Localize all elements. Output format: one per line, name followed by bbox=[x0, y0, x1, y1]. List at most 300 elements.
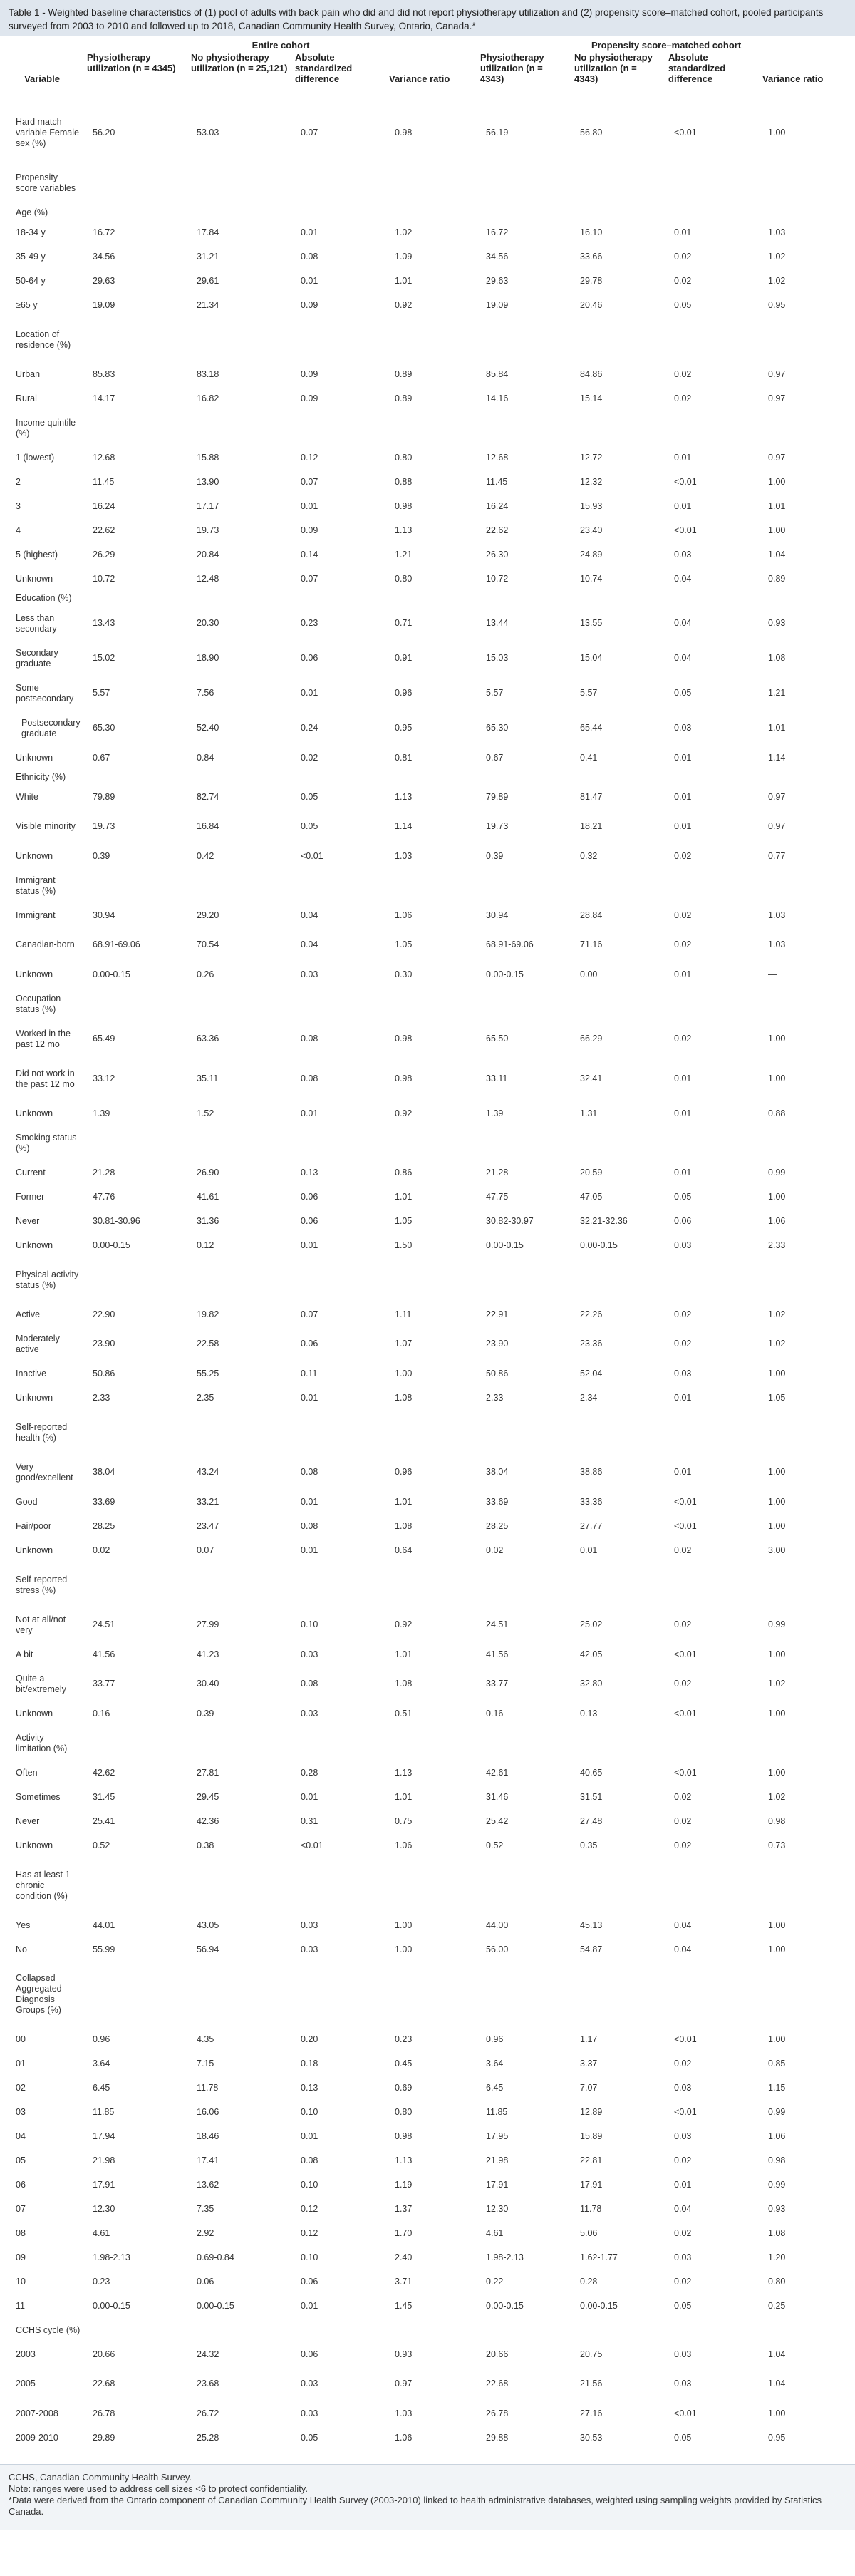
cell-value: 0.02 bbox=[674, 369, 692, 379]
column-header-asd-matched: Absolute standardized difference bbox=[668, 52, 726, 84]
cell-value: 0.02 bbox=[674, 1815, 692, 1826]
row-label: 02 bbox=[16, 2082, 26, 2093]
cell-value: 0.28 bbox=[580, 2276, 598, 2287]
cell-value bbox=[477, 770, 571, 785]
cell-value: 16.24 bbox=[486, 500, 509, 511]
cell-value: — bbox=[768, 969, 777, 979]
cell-value: 0.93 bbox=[768, 2203, 786, 2214]
cell-value: 0.01 bbox=[301, 227, 318, 237]
cell-value: 3.00 bbox=[768, 1545, 786, 1555]
cell-value: 0.31 bbox=[301, 1815, 318, 1826]
cell-value: 0.06 bbox=[301, 1339, 318, 1349]
table-row bbox=[0, 2100, 855, 2124]
cell-value bbox=[386, 1125, 477, 1160]
cell-value: 34.56 bbox=[93, 251, 115, 262]
cell-value bbox=[188, 160, 292, 205]
cell-value: 32.21-32.36 bbox=[580, 1215, 628, 1226]
cell-value: <0.01 bbox=[674, 1520, 697, 1531]
cell-value bbox=[665, 205, 760, 220]
row-label: Unknown bbox=[16, 1545, 53, 1555]
cell-value: 1.45 bbox=[395, 2300, 413, 2311]
row-label: Has at least 1 chronic condition (%) bbox=[16, 1869, 71, 1901]
cell-value: 0.03 bbox=[674, 1368, 692, 1379]
cell-value: 0.02 bbox=[674, 2058, 692, 2068]
column-header-variable: Variable bbox=[24, 73, 60, 84]
cell-value: 14.17 bbox=[93, 393, 115, 403]
cell-value: 65.30 bbox=[486, 723, 509, 733]
cell-value bbox=[665, 1858, 760, 1913]
row-label: Sometimes bbox=[16, 1791, 61, 1802]
cell-value: 38.86 bbox=[580, 1467, 603, 1477]
cell-value: 18.46 bbox=[197, 2131, 219, 2141]
cell-value: 1.37 bbox=[395, 2203, 413, 2214]
cell-value bbox=[760, 868, 855, 903]
cell-value: 0.00-0.15 bbox=[486, 1240, 524, 1250]
cell-value: 38.04 bbox=[93, 1467, 115, 1477]
cell-value: 13.43 bbox=[93, 618, 115, 628]
cell-value: 0.81 bbox=[395, 752, 413, 763]
group-header-entire-cohort: Entire cohort bbox=[252, 40, 310, 51]
cell-value bbox=[760, 411, 855, 445]
cell-value: 26.78 bbox=[486, 2408, 509, 2418]
cell-value: 1.13 bbox=[395, 1767, 413, 1778]
cell-value: 1.02 bbox=[768, 1309, 786, 1319]
cell-value bbox=[292, 2318, 386, 2342]
row-label: 2003 bbox=[16, 2349, 36, 2359]
cell-value: 21.98 bbox=[486, 2155, 509, 2165]
cell-value bbox=[665, 986, 760, 1021]
cell-value: 29.61 bbox=[197, 275, 219, 286]
cell-value bbox=[188, 1962, 292, 2027]
cell-value bbox=[84, 1257, 188, 1302]
row-label: 4 bbox=[16, 525, 21, 535]
table-row bbox=[0, 1833, 855, 1858]
row-label: Self-reported health (%) bbox=[16, 1421, 68, 1443]
cell-value bbox=[188, 770, 292, 785]
cell-value: 23.68 bbox=[197, 2379, 219, 2389]
column-header-asd-entire: Absolute standardized difference bbox=[295, 52, 353, 84]
column-header-no-physio-entire: No physiotherapy utilization (n = 25,121) bbox=[191, 52, 288, 73]
cell-value: <0.01 bbox=[674, 2408, 697, 2418]
cell-value bbox=[84, 591, 188, 606]
row-label: 04 bbox=[16, 2131, 26, 2141]
cell-value bbox=[188, 591, 292, 606]
cell-value: 16.84 bbox=[197, 821, 219, 831]
column-header-physio-entire: Physiotherapy utilization (n = 4345) bbox=[87, 52, 176, 73]
cell-value: <0.01 bbox=[674, 127, 697, 138]
cell-value: 4.61 bbox=[486, 2227, 504, 2238]
row-label: Unknown bbox=[16, 1392, 53, 1403]
cell-value: 13.55 bbox=[580, 618, 603, 628]
cell-value: 0.98 bbox=[768, 1815, 786, 1826]
row-label: Rural bbox=[16, 393, 37, 403]
cell-value: 0.05 bbox=[301, 791, 318, 802]
table-row bbox=[0, 1490, 855, 1514]
cell-value: 19.82 bbox=[197, 1309, 219, 1319]
cell-value: 29.63 bbox=[93, 275, 115, 286]
cell-value: 0.01 bbox=[674, 452, 692, 463]
row-label: 18-34 y bbox=[16, 227, 46, 237]
cell-value: 0.08 bbox=[301, 251, 318, 262]
cell-value: 6.45 bbox=[486, 2082, 504, 2093]
table-row bbox=[0, 785, 855, 809]
cell-value: 31.46 bbox=[486, 1791, 509, 1802]
cell-value: 22.68 bbox=[93, 2379, 115, 2389]
row-label: Smoking status (%) bbox=[16, 1132, 77, 1153]
row-label: 05 bbox=[16, 2155, 26, 2165]
cell-value: 28.84 bbox=[580, 910, 603, 920]
row-label: Age (%) bbox=[16, 207, 48, 217]
cell-value: 0.25 bbox=[768, 2300, 786, 2311]
cell-value: 0.06 bbox=[301, 653, 318, 663]
table-row bbox=[0, 903, 855, 927]
row-label: Self-reported stress (%) bbox=[16, 1574, 68, 1595]
row-label: 2 bbox=[16, 476, 21, 487]
cell-value bbox=[477, 411, 571, 445]
cell-value: 17.41 bbox=[197, 2155, 219, 2165]
cell-value: 0.08 bbox=[301, 1073, 318, 1083]
cell-value: 12.68 bbox=[486, 452, 509, 463]
cell-value bbox=[386, 1726, 477, 1761]
cell-value: 0.04 bbox=[301, 910, 318, 920]
cell-value: 0.01 bbox=[674, 500, 692, 511]
row-label: Very good/excellent bbox=[16, 1461, 73, 1483]
cell-value: 33.69 bbox=[486, 1496, 509, 1507]
cell-value: 0.06 bbox=[301, 2276, 318, 2287]
cell-value: 27.81 bbox=[197, 1767, 219, 1778]
row-label: Unknown bbox=[16, 1240, 53, 1250]
table-row bbox=[0, 470, 855, 494]
row-label: 2007-2008 bbox=[16, 2408, 58, 2418]
cell-value bbox=[571, 1257, 665, 1302]
cell-value bbox=[571, 205, 665, 220]
cell-value: 1.50 bbox=[395, 1240, 413, 1250]
cell-value: 11.85 bbox=[486, 2106, 508, 2117]
cell-value: 85.83 bbox=[93, 369, 115, 379]
cell-value: 0.97 bbox=[768, 369, 786, 379]
cell-value bbox=[292, 1858, 386, 1913]
cell-value bbox=[760, 205, 855, 220]
cell-value: 17.84 bbox=[197, 227, 219, 237]
cell-value: 33.66 bbox=[580, 251, 603, 262]
row-label: ≥65 y bbox=[16, 299, 38, 310]
cell-value bbox=[760, 986, 855, 1021]
cell-value: 24.51 bbox=[486, 1619, 509, 1629]
cell-value: 5.06 bbox=[580, 2227, 598, 2238]
cell-value: 0.00-0.15 bbox=[93, 2300, 130, 2311]
cell-value: 0.02 bbox=[674, 1619, 692, 1629]
row-label: 03 bbox=[16, 2106, 26, 2117]
cell-value: 1.21 bbox=[395, 549, 413, 560]
cell-value: 1.00 bbox=[768, 1368, 786, 1379]
cell-value: 27.16 bbox=[580, 2408, 603, 2418]
cell-value: 0.98 bbox=[768, 2155, 786, 2165]
cell-value: 0.04 bbox=[674, 618, 692, 628]
cell-value bbox=[292, 1257, 386, 1302]
cell-value: 0.02 bbox=[674, 393, 692, 403]
cell-value: 5.57 bbox=[580, 688, 598, 698]
cell-value: 0.01 bbox=[674, 1392, 692, 1403]
cell-value bbox=[292, 986, 386, 1021]
row-label: Canadian-born bbox=[16, 939, 75, 949]
cell-value: 0.98 bbox=[395, 1073, 413, 1083]
cell-value: 1.05 bbox=[395, 1215, 413, 1226]
cell-value: 0.02 bbox=[674, 1034, 692, 1044]
cell-value: 0.03 bbox=[674, 2131, 692, 2141]
cell-value: 1.14 bbox=[768, 752, 786, 763]
cell-value: 1.02 bbox=[768, 251, 786, 262]
cell-value: 63.36 bbox=[197, 1034, 219, 1044]
cell-value: 17.91 bbox=[93, 2179, 115, 2190]
row-label: 3 bbox=[16, 500, 21, 511]
cell-value: 1.08 bbox=[395, 1679, 413, 1689]
table-row bbox=[0, 1257, 855, 1302]
cell-value: 2.40 bbox=[395, 2252, 413, 2262]
cell-value: 1.08 bbox=[768, 2227, 786, 2238]
cell-value: 0.92 bbox=[395, 299, 413, 310]
cell-value: 27.77 bbox=[580, 1520, 603, 1531]
cell-value: 28.25 bbox=[486, 1520, 509, 1531]
cell-value: 65.50 bbox=[486, 1034, 509, 1044]
cell-value: 43.24 bbox=[197, 1467, 219, 1477]
table-row bbox=[0, 105, 855, 160]
cell-value: 0.67 bbox=[93, 752, 110, 763]
cell-value: 24.89 bbox=[580, 549, 603, 560]
cell-value: 27.48 bbox=[580, 1815, 603, 1826]
cell-value: 1.04 bbox=[768, 2379, 786, 2389]
cell-value: 18.90 bbox=[197, 653, 219, 663]
cell-value: 13.44 bbox=[486, 618, 509, 628]
cell-value bbox=[386, 770, 477, 785]
cell-value bbox=[571, 160, 665, 205]
cell-value: <0.01 bbox=[674, 1649, 697, 1659]
cell-value: 31.21 bbox=[197, 251, 219, 262]
cell-value: 16.72 bbox=[93, 227, 115, 237]
cell-value: 25.02 bbox=[580, 1619, 603, 1629]
cell-value: 1.15 bbox=[768, 2082, 786, 2093]
cell-value: 29.45 bbox=[197, 1791, 219, 1802]
cell-value bbox=[292, 160, 386, 205]
cell-value: 1.09 bbox=[395, 251, 413, 262]
cell-value: 0.03 bbox=[301, 1920, 318, 1930]
cell-value: 0.26 bbox=[197, 969, 214, 979]
cell-value: 0.02 bbox=[674, 1339, 692, 1349]
table-row bbox=[0, 1937, 855, 1962]
table-row bbox=[0, 160, 855, 205]
cell-value bbox=[477, 317, 571, 362]
cell-value: 0.93 bbox=[768, 618, 786, 628]
row-label: Unknown bbox=[16, 752, 53, 763]
cell-value bbox=[571, 591, 665, 606]
table-row bbox=[0, 1726, 855, 1761]
table-row bbox=[0, 1538, 855, 1562]
cell-value: 17.91 bbox=[580, 2179, 603, 2190]
cell-value: 1.02 bbox=[395, 227, 413, 237]
cell-value: 1.17 bbox=[580, 2034, 598, 2044]
row-label: Fair/poor bbox=[16, 1520, 52, 1531]
table-row bbox=[0, 2221, 855, 2245]
row-label: Former bbox=[16, 1191, 45, 1202]
cell-value: 0.42 bbox=[197, 850, 214, 861]
cell-value: 1.06 bbox=[768, 1215, 786, 1226]
cell-value: 33.11 bbox=[486, 1073, 508, 1083]
cell-value: 1.00 bbox=[768, 1708, 786, 1719]
cell-value: 0.98 bbox=[395, 127, 413, 138]
cell-value: 0.07 bbox=[197, 1545, 214, 1555]
cell-value: 0.03 bbox=[674, 549, 692, 560]
row-label: Occupation status (%) bbox=[16, 993, 61, 1014]
cell-value: 0.97 bbox=[768, 791, 786, 802]
row-label: 50-64 y bbox=[16, 275, 46, 286]
cell-value bbox=[477, 986, 571, 1021]
cell-value: 1.00 bbox=[768, 476, 786, 487]
cell-value: 1.08 bbox=[395, 1520, 413, 1531]
cell-value: 81.47 bbox=[580, 791, 603, 802]
cell-value: 0.39 bbox=[486, 850, 504, 861]
cell-value: 1.01 bbox=[768, 723, 786, 733]
cell-value: 16.06 bbox=[197, 2106, 219, 2117]
cell-value: 0.80 bbox=[395, 573, 413, 584]
cell-value: 1.08 bbox=[395, 1392, 413, 1403]
cell-value: 1.03 bbox=[395, 2408, 413, 2418]
cell-value: <0.01 bbox=[674, 1708, 697, 1719]
cell-value: 31.45 bbox=[93, 1791, 115, 1802]
cell-value: 0.99 bbox=[768, 2179, 786, 2190]
row-label: 08 bbox=[16, 2227, 26, 2238]
cell-value bbox=[292, 1962, 386, 2027]
cell-value bbox=[386, 205, 477, 220]
cell-value bbox=[84, 868, 188, 903]
cell-value bbox=[188, 2318, 292, 2342]
cell-value: <0.01 bbox=[674, 525, 697, 535]
cell-value: 0.86 bbox=[395, 1167, 413, 1178]
cell-value: 0.95 bbox=[768, 2432, 786, 2443]
cell-value: <0.01 bbox=[301, 850, 323, 861]
cell-value: 0.02 bbox=[674, 1545, 692, 1555]
cell-value bbox=[188, 411, 292, 445]
cell-value: 47.76 bbox=[93, 1191, 115, 1202]
cell-value: 71.16 bbox=[580, 939, 603, 949]
cell-value: 0.02 bbox=[674, 2276, 692, 2287]
cell-value: 0.71 bbox=[395, 618, 413, 628]
cell-value: 0.01 bbox=[301, 2131, 318, 2141]
table-row bbox=[0, 445, 855, 470]
cell-value bbox=[760, 1410, 855, 1455]
table-row bbox=[0, 986, 855, 1021]
cell-value: 0.38 bbox=[197, 1840, 214, 1850]
cell-value: 3.37 bbox=[580, 2058, 598, 2068]
row-label: 07 bbox=[16, 2203, 26, 2214]
cell-value: 1.98-2.13 bbox=[93, 2252, 130, 2262]
cell-value bbox=[188, 986, 292, 1021]
cell-value: 25.42 bbox=[486, 1815, 509, 1826]
cell-value: 1.13 bbox=[395, 791, 413, 802]
cell-value bbox=[477, 1726, 571, 1761]
cell-value bbox=[386, 591, 477, 606]
header-spacer bbox=[0, 36, 84, 51]
cell-value: 23.90 bbox=[486, 1339, 509, 1349]
cell-value: 0.41 bbox=[580, 752, 598, 763]
cell-value: 19.09 bbox=[93, 299, 115, 310]
cell-value: 0.07 bbox=[301, 573, 318, 584]
group-header-matched-cohort: Propensity score–matched cohort bbox=[591, 40, 742, 51]
row-label: Physical activity status (%) bbox=[16, 1269, 79, 1290]
cell-value: 0.95 bbox=[768, 299, 786, 310]
table-row bbox=[0, 1455, 855, 1490]
cell-value: 0.20 bbox=[301, 2034, 318, 2044]
table-row bbox=[0, 606, 855, 641]
cell-value: 55.25 bbox=[197, 1368, 219, 1379]
cell-value: 0.01 bbox=[674, 1108, 692, 1118]
cell-value: 0.00-0.15 bbox=[486, 969, 524, 979]
cell-value: 16.82 bbox=[197, 393, 219, 403]
cell-value: 0.03 bbox=[674, 2252, 692, 2262]
cell-value: 29.63 bbox=[486, 275, 509, 286]
cell-value: 56.00 bbox=[486, 1944, 509, 1954]
cell-value: 0.39 bbox=[93, 850, 110, 861]
row-label: Unknown bbox=[16, 1708, 53, 1719]
cell-value: 1.00 bbox=[768, 1649, 786, 1659]
cell-value: 0.12 bbox=[197, 1240, 214, 1250]
cell-value: 0.89 bbox=[395, 369, 413, 379]
row-label: Propensity score variables bbox=[16, 172, 76, 193]
cell-value: 33.77 bbox=[486, 1679, 509, 1689]
cell-value: 1.39 bbox=[93, 1108, 110, 1118]
cell-value: 7.35 bbox=[197, 2203, 214, 2214]
row-label: Education (%) bbox=[16, 593, 72, 603]
cell-value bbox=[477, 2318, 571, 2342]
cell-value: 22.90 bbox=[93, 1309, 115, 1319]
cell-value: 43.05 bbox=[197, 1920, 219, 1930]
row-label: Good bbox=[16, 1496, 38, 1507]
cell-value bbox=[665, 160, 760, 205]
cell-value: 0.88 bbox=[768, 1108, 786, 1118]
table-row bbox=[0, 2270, 855, 2294]
cell-value bbox=[571, 986, 665, 1021]
cell-value: 24.32 bbox=[197, 2349, 219, 2359]
table-row bbox=[0, 927, 855, 962]
table-row bbox=[0, 1101, 855, 1125]
cell-value bbox=[292, 205, 386, 220]
cell-value: 22.81 bbox=[580, 2155, 603, 2165]
cell-value: 0.32 bbox=[580, 850, 598, 861]
cell-value: 0.03 bbox=[301, 2379, 318, 2389]
column-header-variance-ratio-entire: Variance ratio bbox=[389, 73, 450, 84]
cell-value: 20.30 bbox=[197, 618, 219, 628]
cell-value: 22.68 bbox=[486, 2379, 509, 2389]
cell-value: 2.33 bbox=[486, 1392, 504, 1403]
cell-value: 0.00-0.15 bbox=[197, 2300, 234, 2311]
row-label: Less than secondary bbox=[16, 612, 57, 634]
cell-value bbox=[84, 411, 188, 445]
cell-value bbox=[84, 1562, 188, 1607]
cell-value: 11.45 bbox=[486, 476, 508, 487]
cell-value: 0.01 bbox=[301, 1392, 318, 1403]
table-row bbox=[0, 1209, 855, 1233]
cell-value: 1.02 bbox=[768, 275, 786, 286]
cell-value: 0.28 bbox=[301, 1767, 318, 1778]
cell-value: 15.14 bbox=[580, 393, 603, 403]
cell-value: 3.64 bbox=[93, 2058, 110, 2068]
cell-value: 2.33 bbox=[768, 1240, 786, 1250]
cell-value: 0.80 bbox=[768, 2276, 786, 2287]
cell-value bbox=[571, 1726, 665, 1761]
cell-value: 54.87 bbox=[580, 1944, 603, 1954]
cell-value: 65.49 bbox=[93, 1034, 115, 1044]
cell-value: 23.40 bbox=[580, 525, 603, 535]
cell-value bbox=[665, 591, 760, 606]
cell-value: 66.29 bbox=[580, 1034, 603, 1044]
